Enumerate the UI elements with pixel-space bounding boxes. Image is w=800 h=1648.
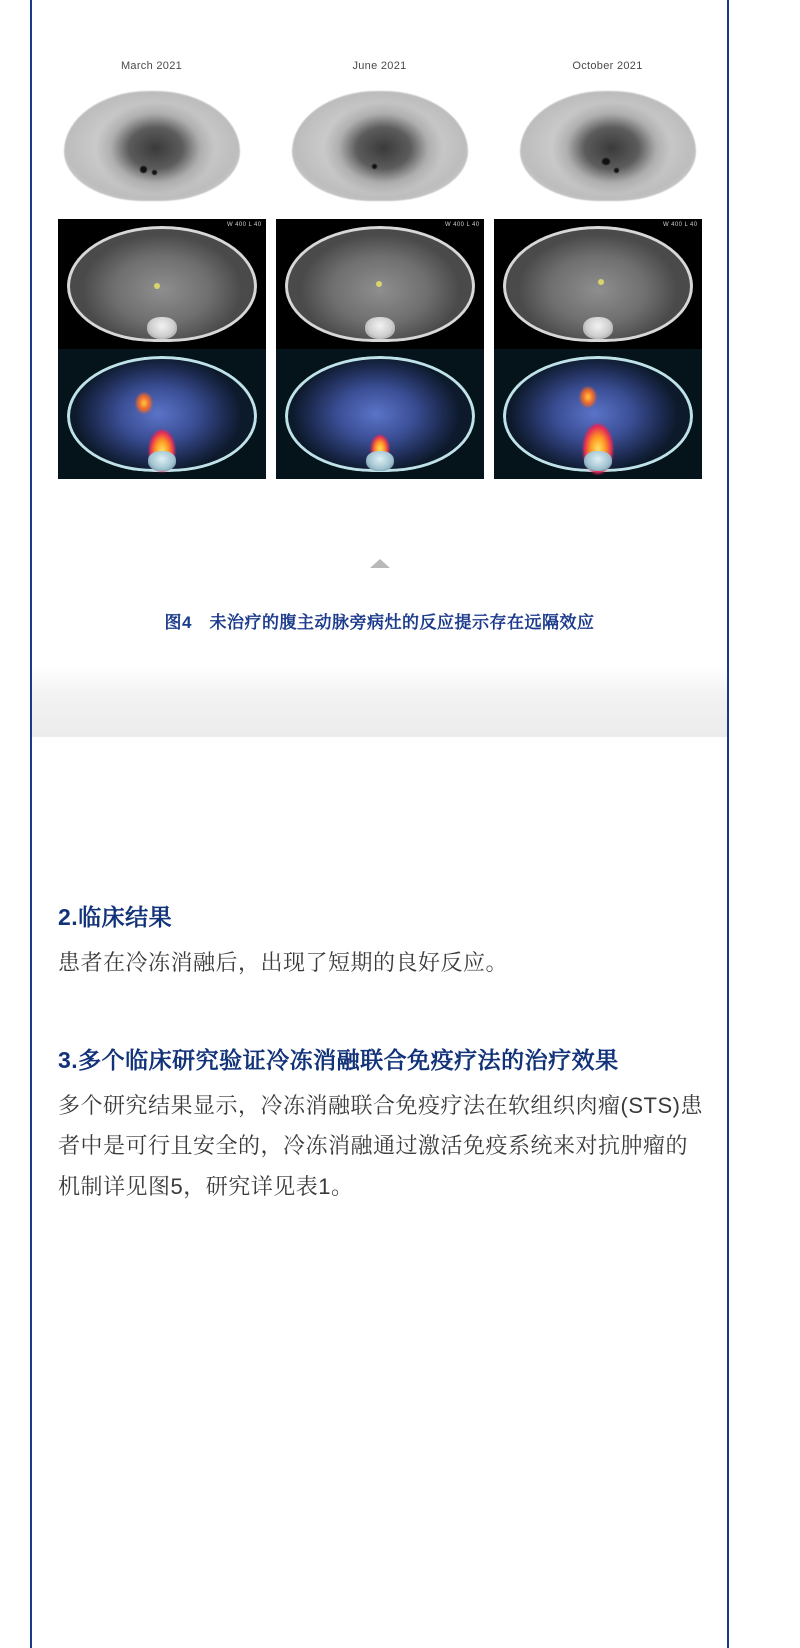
ct-window-stamp: W 400 L 40 — [227, 222, 262, 228]
scan-column-1 — [48, 60, 256, 213]
scan-column-2 — [276, 60, 484, 213]
pet-image-march — [48, 78, 256, 213]
ct-spine — [583, 317, 613, 339]
section-paragraph-3: 多个研究结果显示，冷冻消融联合免疫疗法在软组织肉瘤(STS)患者中是可行且安全的，冷冻消融通过激活免疫系统来对抗肿瘤的机制详见图5，研究详见表1。 — [58, 1092, 703, 1200]
pet-image-june — [276, 78, 484, 213]
pet-blob — [292, 91, 468, 201]
fusion-row — [57, 349, 702, 479]
section-spacer — [58, 983, 708, 1043]
ct-marker — [376, 281, 382, 287]
ct-marker — [154, 283, 160, 289]
ct-marker — [598, 279, 604, 285]
ct-image-october — [494, 219, 702, 349]
scan-date-label: June 2021 — [352, 60, 407, 72]
ct-image-june — [276, 219, 484, 349]
pet-blob — [64, 91, 240, 201]
ct-row — [57, 219, 702, 349]
figure-block — [32, 0, 727, 737]
pet-focus-dot — [614, 168, 619, 173]
scan-grid — [57, 0, 702, 633]
pet-focus-dot — [372, 164, 377, 169]
fusion-hotspot — [136, 393, 152, 413]
section-heading-2: 2.临床结果 — [58, 904, 173, 930]
fusion-spine — [584, 451, 612, 471]
figure-caption: 图4 未治疗的腹主动脉旁病灶的反应提示存在远隔效应 — [164, 613, 595, 632]
triangle-up-icon[interactable] — [370, 559, 390, 568]
ct-spine — [365, 317, 395, 339]
ct-image-march — [58, 219, 266, 349]
fusion-hotspot — [580, 387, 596, 407]
ct-window-stamp: W 400 L 40 — [663, 222, 698, 228]
scan-date-label: October 2021 — [572, 60, 643, 72]
section-heading-3: 3.多个临床研究验证冷冻消融联合免疫疗法的治疗效果 — [58, 1047, 619, 1074]
figure-fade-bottom — [32, 667, 727, 737]
scan-column-3 — [504, 60, 712, 213]
right-border-rule — [727, 0, 729, 1648]
fusion-spine — [148, 451, 176, 471]
fusion-image-june — [276, 349, 484, 479]
section-paragraph-2: 患者在冷冻消融后，出现了短期的良好反应。 — [58, 949, 509, 975]
scan-date-label: March 2021 — [120, 60, 183, 72]
pet-focus-dot — [140, 166, 147, 173]
fusion-spine — [366, 451, 394, 471]
pet-image-october — [504, 78, 712, 213]
content-column — [32, 0, 727, 1648]
ct-window-stamp: W 400 L 40 — [445, 222, 480, 228]
fusion-image-march — [58, 349, 266, 479]
pet-focus-dot — [152, 170, 157, 175]
pet-row — [57, 60, 702, 213]
article-body — [58, 900, 708, 1208]
pet-blob — [520, 91, 696, 201]
pet-focus-dot — [602, 158, 610, 165]
ct-spine — [147, 317, 177, 339]
fusion-image-october — [494, 349, 702, 479]
